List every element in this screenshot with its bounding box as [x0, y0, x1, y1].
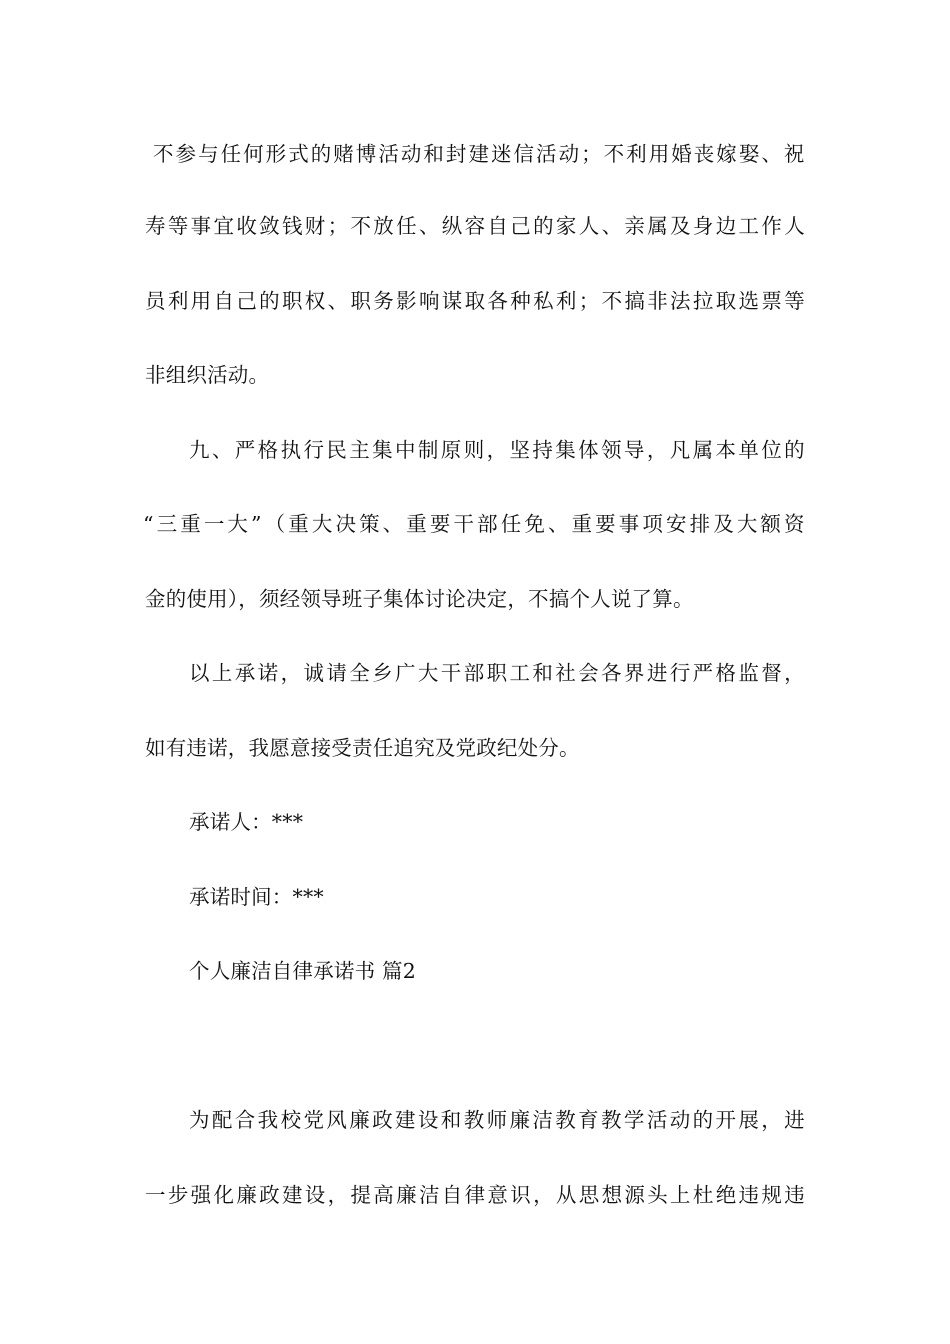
date-line: 承诺时间：***: [189, 885, 324, 909]
text-line: 寿 等 事 宜 收 敛 钱 财 ； 不 放 任 、 纵 容 自 己 的 家 人 、 亲 属 及 身 边 工 作 人: [145, 214, 805, 238]
text-line: 为 配 合 我 校 党 风 廉 政 建 设 和 教 师 廉 洁 教 育 教 学 活 动 的 开 展 ， 进: [189, 1108, 805, 1132]
text-line: 金的使用），须经领导班子集体讨论决定，不搞个人说了算。: [145, 587, 694, 611]
text-line: “ 三 重 一 大 ” （ 重 大 决 策 、 重 要 干 部 任 免 、 重 要 事 项 安 排 及 大 额 资: [143, 512, 805, 536]
text-line: 如有违诺，我愿意接受责任追究及党政纪处分。: [145, 736, 580, 760]
section-heading: 个人廉洁自律承诺书 篇2: [189, 959, 416, 983]
text-line: 一 步 强 化 廉 政 建 设 ， 提 高 廉 洁 自 律 意 识 ， 从 思 想 源 头 上 杜 绝 违 规 违: [145, 1183, 805, 1207]
text-line: 员 利 用 自 己 的 职 权 、 职 务 影 响 谋 取 各 种 私 利 ； 不 搞 非 法 拉 取 选 票 等: [145, 289, 805, 313]
signatory-line: 承诺人：***: [189, 810, 304, 834]
text-line: 非组织活动。: [145, 363, 270, 387]
text-line: 九 、 严 格 执 行 民 主 集 中 制 原 则 ， 坚 持 集 体 领 导 ， 凡 属 本 单 位 的: [189, 438, 805, 462]
text-line: 不 参 与 任 何 形 式 的 赌 博 活 动 和 封 建 迷 信 活 动 ； 不 利 用 婚 丧 嫁 娶 、 祝: [153, 142, 805, 166]
text-line: 以 上 承 诺 ， 诚 请 全 乡 广 大 干 部 职 工 和 社 会 各 界 进 行 严 格 监 督 ，: [189, 661, 805, 685]
